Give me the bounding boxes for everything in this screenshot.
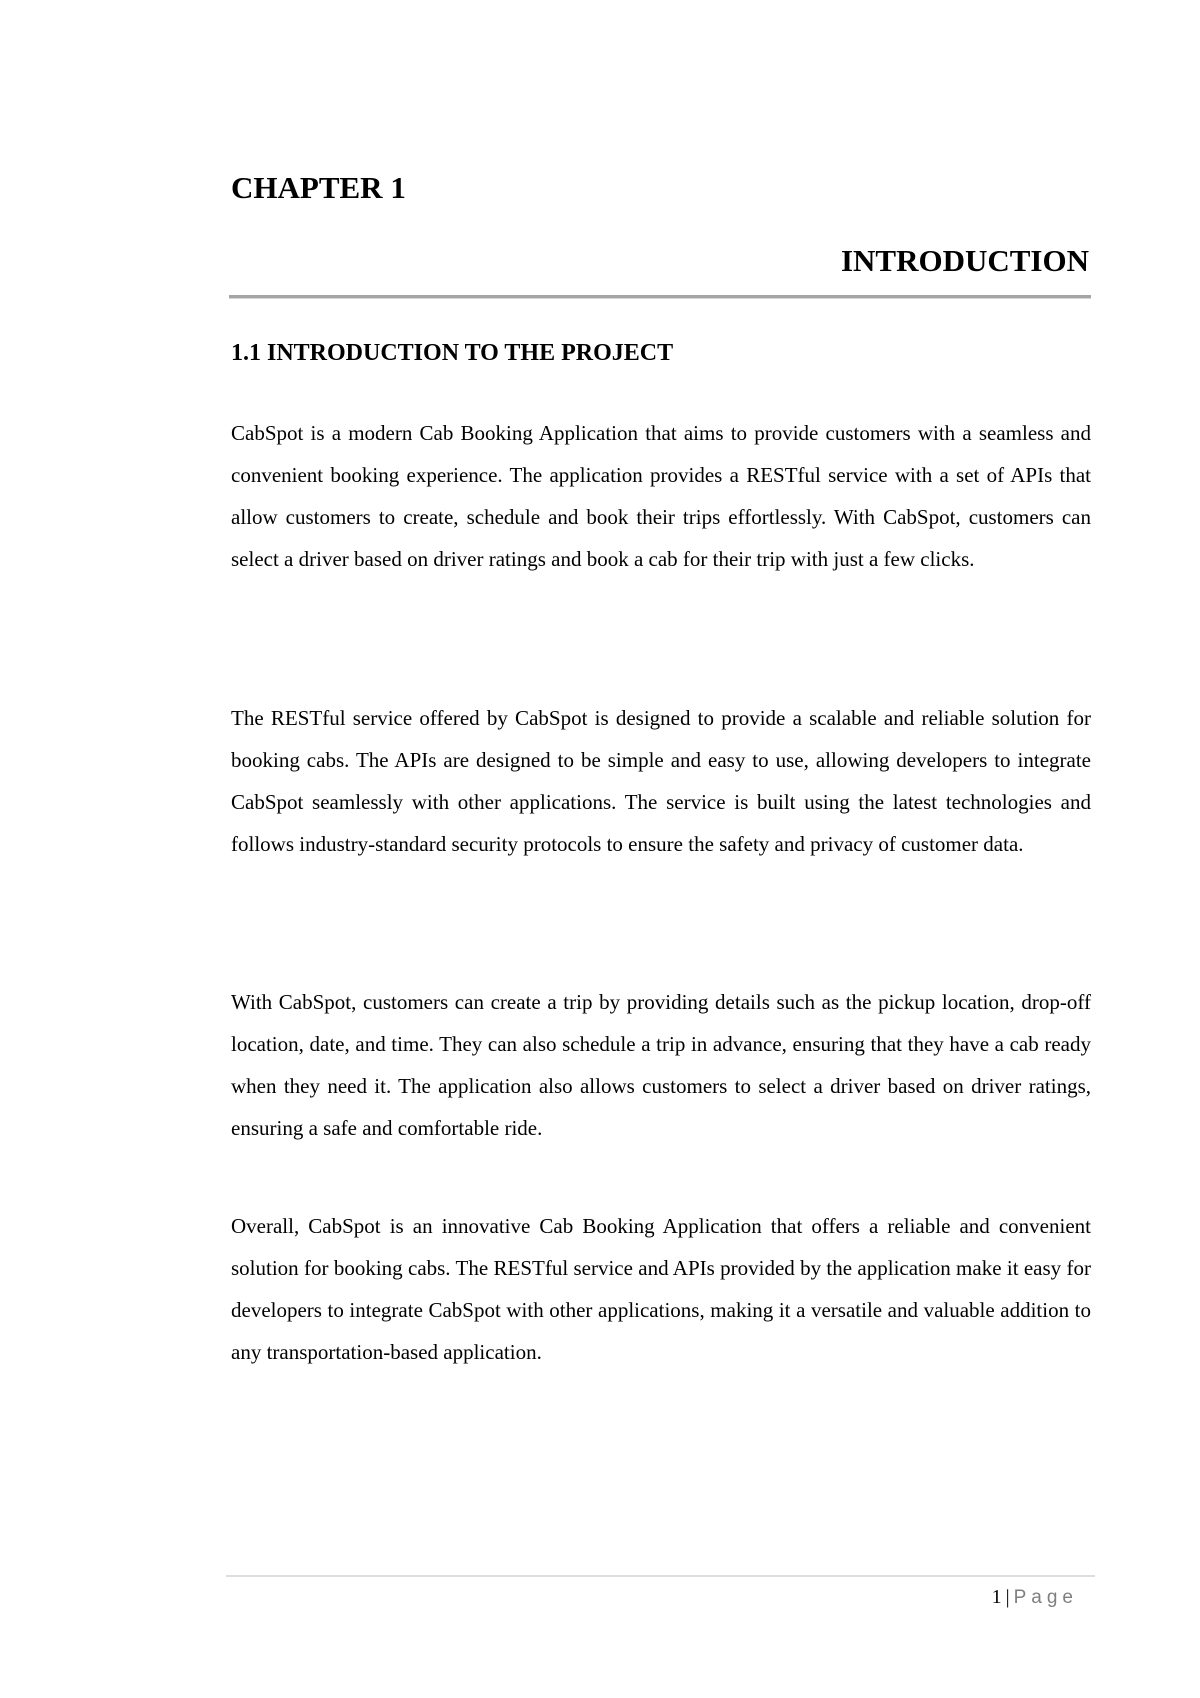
paragraph-4: Overall, CabSpot is an innovative Cab Booking Application that offers a reliable and convenient solution for booking cabs. The RESTful service and APIs provided by the application make it easy for developers to integrate CabSpot with other applications, making it a versatile and valuable addition to any transportation-based application. xyxy=(231,1214,1091,1364)
chapter-title: INTRODUCTION xyxy=(840,243,1089,278)
page-number: 1 xyxy=(991,1586,1002,1608)
section-heading: 1.1 INTRODUCTION TO THE PROJECT xyxy=(231,340,674,366)
footer-divider xyxy=(226,1575,1095,1577)
page-word: Page xyxy=(1013,1587,1078,1608)
page-footer xyxy=(992,1584,1078,1611)
paragraph-3: With CabSpot, customers can create a trip by providing details such as the pickup location, drop-off location, date, and time. They can also schedule a trip in advance, ensuring that they have a cab ready when they need it. The application also allows customers to select a driver based on driver ratings, ensuring a safe and comfortable ride. xyxy=(231,990,1091,1140)
title-divider xyxy=(229,295,1091,299)
paragraph-2: The RESTful service offered by CabSpot is designed to provide a scalable and reliable solution for booking cabs. The APIs are designed to be simple and easy to use, allowing developers to integrate CabSpot seamlessly with other applications. The service is built using the latest technologies and follows industry-standard security protocols to ensure the safety and privacy of customer data. xyxy=(231,706,1091,856)
chapter-label: CHAPTER 1 xyxy=(231,170,406,205)
footer-separator: | xyxy=(1005,1586,1010,1608)
paragraph-1: CabSpot is a modern Cab Booking Application that aims to provide customers with a seamless and convenient booking experience. The application provides a RESTful service with a set of APIs that allow customers to create, schedule and book their trips effortlessly. With CabSpot, customers can select a driver based on driver ratings and book a cab for their trip with just a few clicks. xyxy=(231,421,1091,571)
